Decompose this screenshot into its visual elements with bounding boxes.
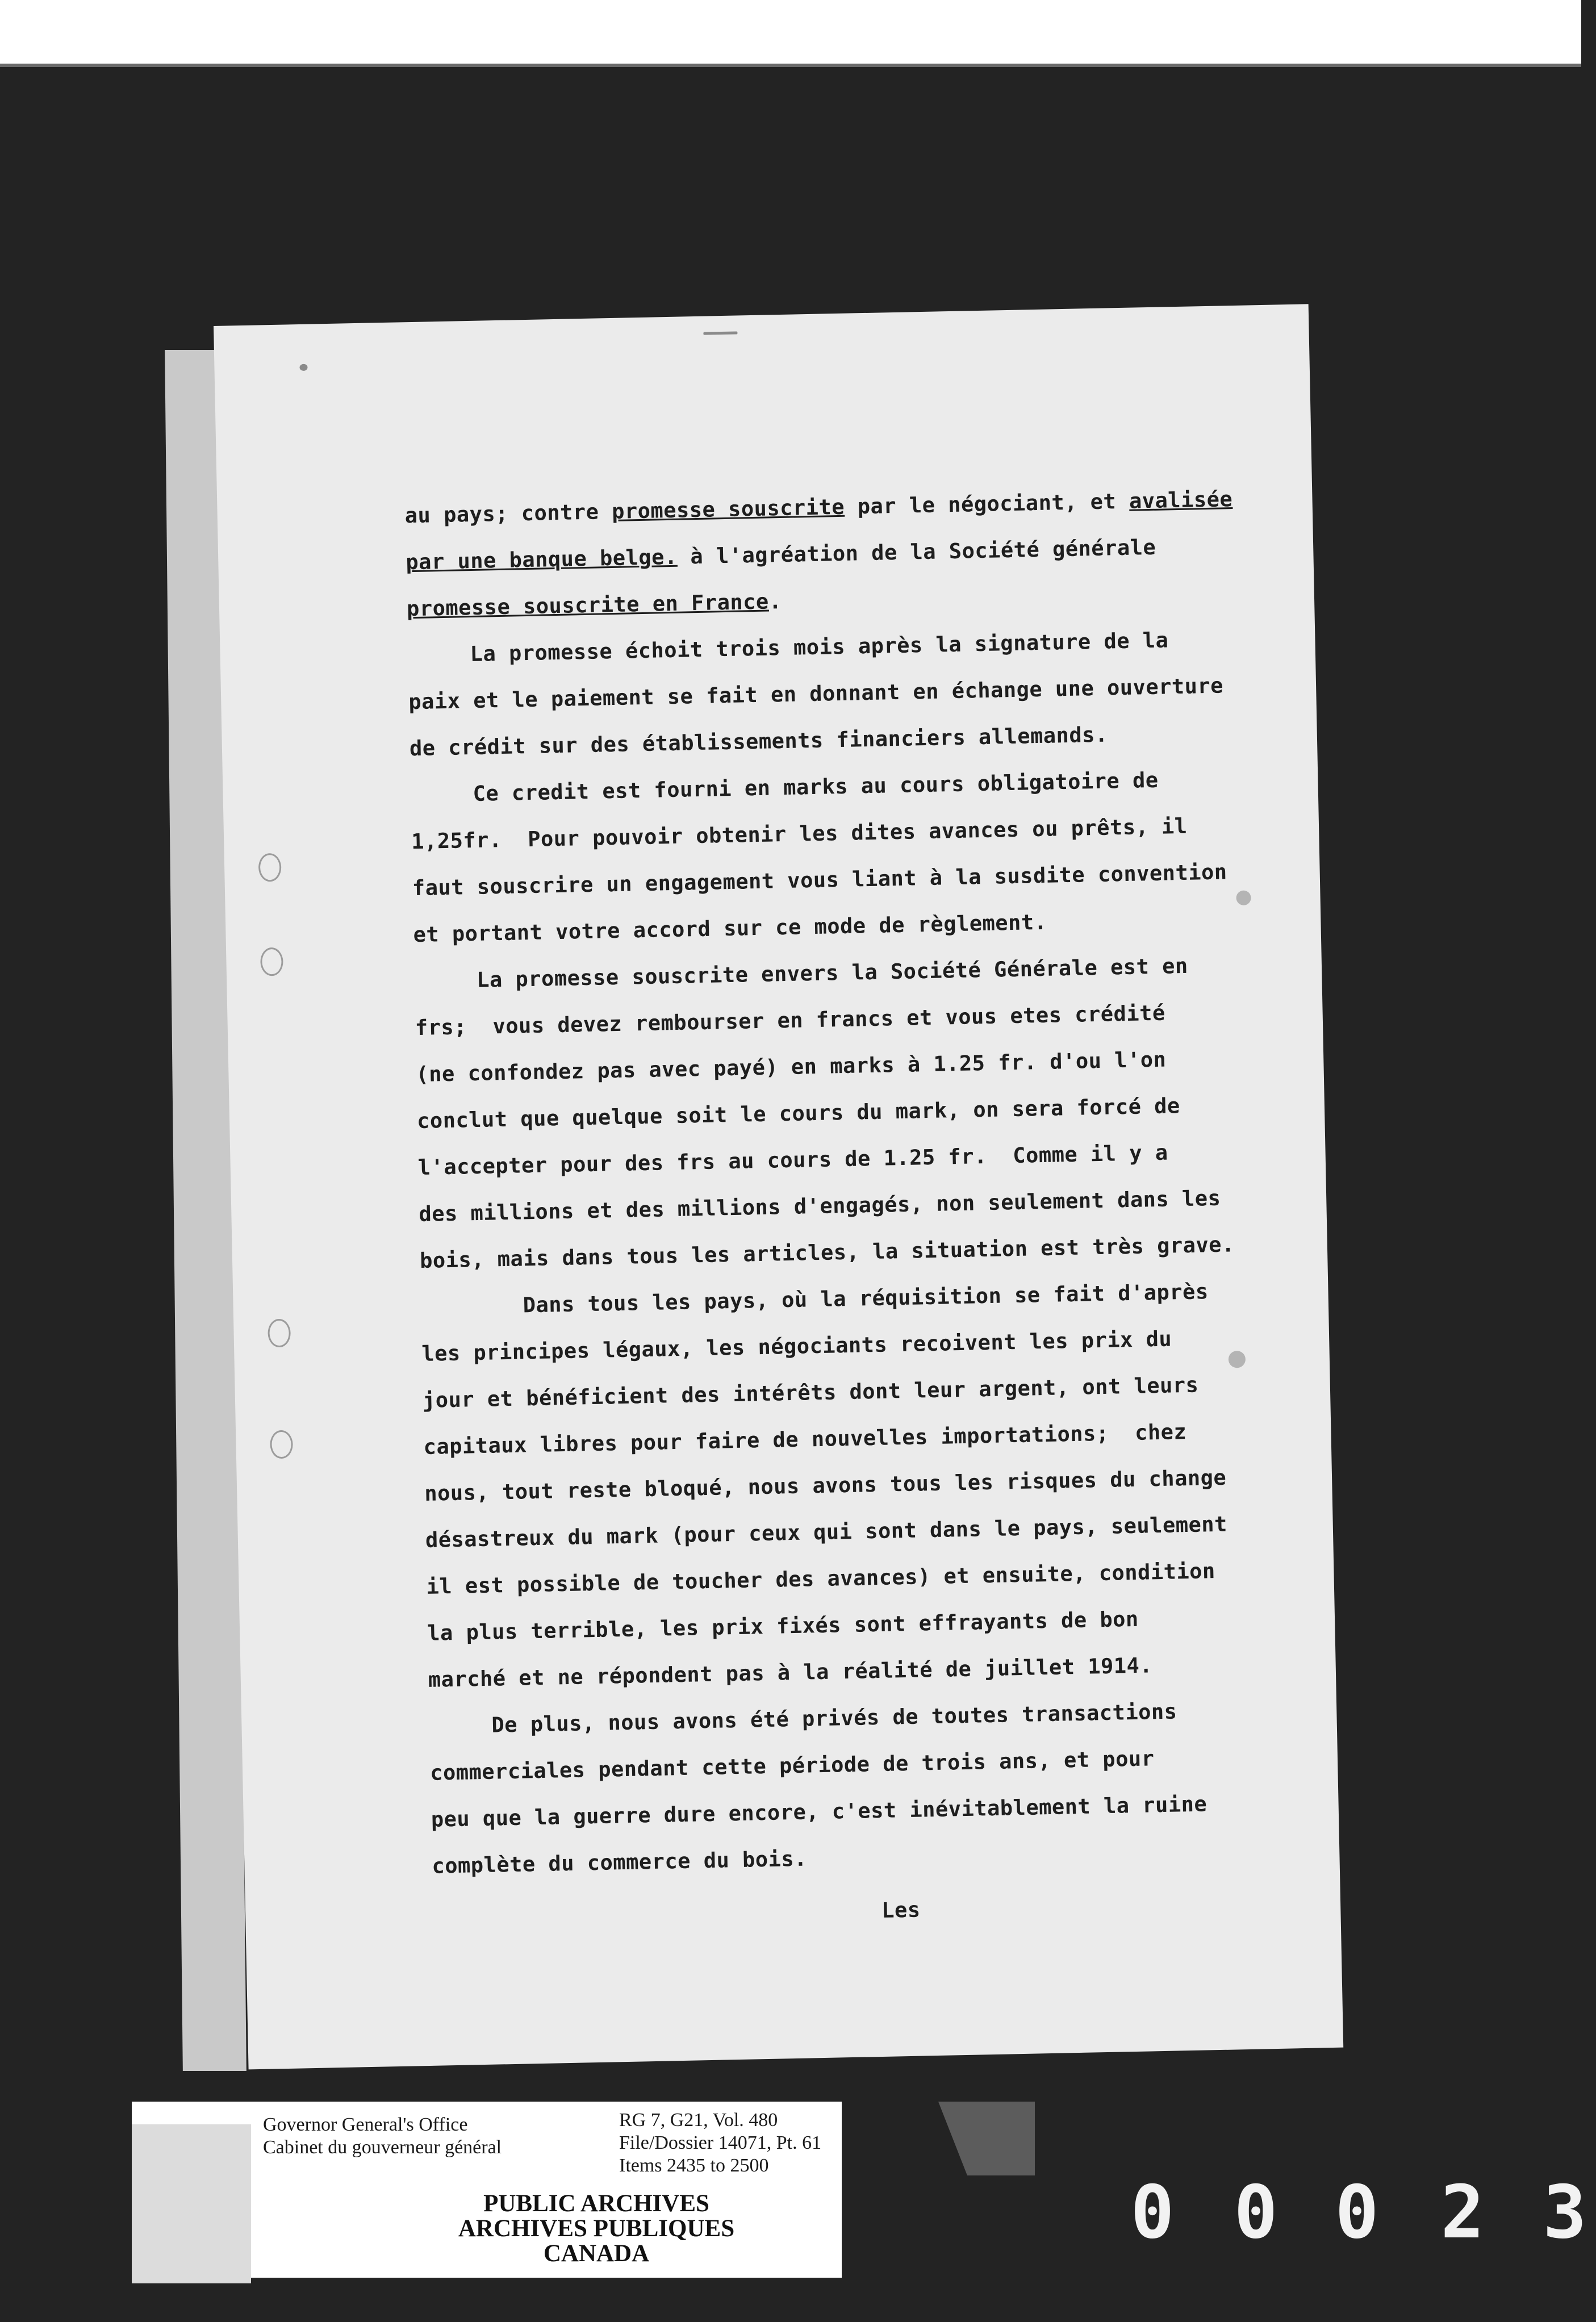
text-segment: désastreux du mark (pour ceux qui sont dans le pays, seulement <box>425 1511 1228 1552</box>
text-segment: à l'agréation de la Société générale <box>677 534 1156 569</box>
film-top-strip <box>0 0 1581 67</box>
file-dossier-reference: File/Dossier 14071, Pt. 61 <box>619 2132 822 2153</box>
text-segment: par le négociant, et <box>844 488 1130 519</box>
text-segment: bois, mais dans tous les articles, la situation est très grave. <box>419 1232 1235 1273</box>
punch-hole-1 <box>258 853 282 882</box>
punch-hole-4 <box>270 1430 293 1459</box>
text-segment: frs; vous devez rembourser en francs et vous etes crédité <box>415 1000 1166 1041</box>
microfilm-frame-number <box>1130 2170 1596 2269</box>
text-segment: des millions et des millions d'engagés, non seulement dans les <box>419 1185 1221 1227</box>
underlined-phrase: promesse souscrite en France <box>406 589 770 621</box>
frame-digit: 2 <box>1440 2170 1485 2255</box>
punch-hole-2 <box>260 947 283 976</box>
text-segment: les principes légaux, les négociants recoivent les prix du <box>421 1326 1172 1367</box>
text-segment: l'accepter pour des frs au cours de 1.25 fr. Comme il y a <box>417 1140 1168 1180</box>
text-segment: faut souscrire un engagement vous liant à la susdite convention <box>412 859 1227 901</box>
text-segment: et portant votre accord sur ce mode de règlement. <box>413 909 1047 947</box>
frame-digit: 3 <box>1543 2170 1587 2255</box>
label-fold-shadow <box>938 2102 1035 2175</box>
text-segment: Dans tous les pays, où la réquisition se fait d'après <box>523 1279 1209 1318</box>
text-segment: De plus, nous avons été privés de toutes transactions <box>491 1699 1177 1738</box>
catchword: Les <box>881 1897 921 1923</box>
frame-digit: 0 <box>1130 2170 1175 2255</box>
punch-hole-3 <box>268 1319 291 1348</box>
archives-country: CANADA <box>543 2240 650 2267</box>
frame-digit: 0 <box>1234 2170 1278 2255</box>
text-segment: paix et le paiement se fait en donnant en échange une ouverture <box>408 673 1224 715</box>
office-english: Governor General's Office <box>263 2114 468 2135</box>
text-segment: Ce credit est fourni en marks au cours obligatoire de <box>473 767 1159 806</box>
document-page <box>214 304 1343 2069</box>
text-segment: La promesse souscrite envers la Société Générale est en <box>476 953 1189 992</box>
text-segment: marché et ne répondent pas à la réalité de juillet 1914. <box>428 1653 1153 1692</box>
text-segment: La promesse échoit trois mois après la signature de la <box>470 628 1169 667</box>
archives-english: PUBLIC ARCHIVES <box>483 2190 709 2217</box>
record-group-reference: RG 7, G21, Vol. 480 <box>619 2110 778 2131</box>
text-segment: de crédit sur des établissements financiers allemands. <box>409 722 1109 761</box>
text-segment: conclut que quelque soit le cours du mark, on sera forcé de <box>416 1093 1181 1134</box>
text-segment: commerciales pendant cette période de trois ans, et pour <box>429 1746 1155 1785</box>
text-segment: il est possible de toucher des avances) et ensuite, condition <box>426 1559 1216 1599</box>
text-segment: capitaux libres pour faire de nouvelles importations; chez <box>423 1419 1187 1459</box>
underlined-phrase: avalisée <box>1129 487 1233 513</box>
archives-stamp <box>352 2191 841 2266</box>
text-segment: la plus terrible, les prix fixés sont effrayants de bon <box>427 1606 1139 1646</box>
text-segment: complète du commerce du bois. <box>432 1846 808 1878</box>
text-segment: au pays; contre <box>404 499 612 528</box>
text-segment: jour et bénéficient des intérêts dont leur argent, ont leurs <box>422 1372 1199 1413</box>
typed-letter-text <box>404 475 1297 1943</box>
items-range: Items 2435 to 2500 <box>619 2155 769 2176</box>
text-segment: (ne confondez pas avec payé) en marks à 1.25 fr. d'ou l'on <box>416 1047 1167 1087</box>
underlined-phrase: promesse souscrite <box>611 494 845 524</box>
text-segment: . <box>768 589 782 614</box>
underlined-phrase: par une banque belge. <box>405 544 678 575</box>
text-segment: 1,25fr. Pour pouvoir obtenir les dites avances ou prêts, il <box>411 813 1188 854</box>
archives-french: ARCHIVES PUBLIQUES <box>458 2215 735 2242</box>
office-french: Cabinet du gouverneur général <box>263 2137 502 2158</box>
label-shadow <box>132 2124 251 2283</box>
text-segment: nous, tout reste bloqué, nous avons tous les risques du change <box>424 1465 1227 1506</box>
speck <box>299 364 307 371</box>
text-segment: peu que la guerre dure encore, c'est inévitablement la ruine <box>431 1791 1208 1832</box>
speck <box>703 331 737 335</box>
frame-digit: 0 <box>1335 2170 1379 2255</box>
